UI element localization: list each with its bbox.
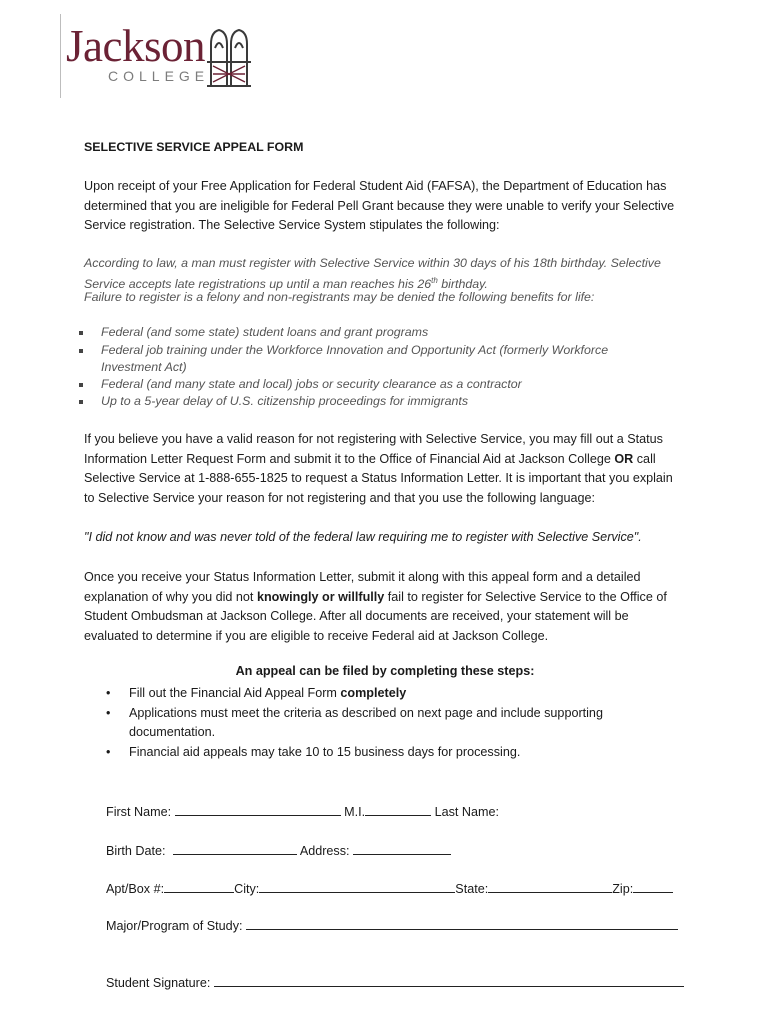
para2-line-1: If you believe you have a valid reason for not registering with Selective Service, you may fill out a Status [84,432,663,446]
last-name-label: Last Name: [434,805,499,819]
address-field[interactable] [353,841,451,855]
bullet-square [79,383,83,387]
address-label: Address: [299,844,350,858]
intro-line-1: Upon receipt of your Free Application for Federal Student Aid (FAFSA), the Department of Education has [84,179,667,193]
law-line-3: Failure to register is a felony and non-registrants may be denied the following benefits for life: [84,290,595,304]
para3-line-3: Student Ombudsman at Jackson College. After all documents are received, your statement will be [84,609,629,623]
city-field[interactable] [259,879,455,893]
major-label: Major/Program of Study: [106,919,243,933]
logo-wordmark: Jackson [66,21,205,71]
intro-line-3: Service registration. The Selective Service System stipulates the following: [84,218,500,232]
para3-line-1: Once you receive your Status Information Letter, submit it along with this appeal form and a detailed [84,570,641,584]
step-bullet: • [106,706,111,720]
logo-subtitle: COLLEGE [108,68,210,84]
step-bullet: • [106,745,111,759]
steps-heading: An appeal can be filed by completing these steps: [235,664,535,678]
signature-label: Student Signature: [106,976,211,990]
para3-line-4: evaluated to determine if you are eligible to receive Federal aid at Jackson College. [84,629,549,643]
apt-field[interactable] [164,879,234,893]
benefit-item-3: Federal (and many state and local) jobs or security clearance as a contractor [101,377,522,391]
zip-label: Zip: [612,882,634,896]
mi-field[interactable] [365,802,431,816]
intro-line-2: determined that you are ineligible for Federal Pell Grant because they were unable to verify your Selective [84,199,675,213]
law-line-2: Service accepts late registrations up until a man reaches his 26th birthday. [84,276,488,292]
form-title: SELECTIVE SERVICE APPEAL FORM [84,140,304,154]
college-tower-icon [205,26,253,88]
step-2: Applications must meet the criteria as described on next page and include supporting [129,706,603,720]
para2-line-3: Selective Service at 1-888-655-1825 to request a Status Information Letter. It is important that you explain [84,471,673,485]
birth-address-row [106,841,451,859]
bullet-square [79,400,83,404]
benefit-item-4: Up to a 5-year delay of U.S. citizenship proceedings for immigrants [101,394,469,408]
zip-field[interactable] [633,879,673,893]
city-label: City: [234,882,260,896]
para2-line-4: to Selective Service your reason for not registering and that you use the following language: [84,491,596,505]
state-label: State: [455,882,489,896]
benefit-item-1: Federal (and some state) student loans and grant programs [101,325,429,339]
step-bullet: • [106,686,111,700]
mi-label: M.I. [344,805,366,819]
law-line-1: According to law, a man must register with Selective Service within 30 days of his 18th birthday. Selective [84,256,661,270]
name-row [106,802,499,820]
step-3: Financial aid appeals may take 10 to 15 business days for processing. [129,745,521,759]
signature-field[interactable] [214,973,684,987]
required-statement: "I did not know and was never told of the federal law requiring me to register with Selective Service". [84,530,642,544]
bullet-square [79,331,83,335]
apt-label: Apt/Box #: [106,882,165,896]
benefit-item-2-cont: Investment Act) [101,360,187,374]
major-row [106,916,678,934]
para2-line-2: Information Letter Request Form and submit it to the Office of Financial Aid at Jackson College OR call [84,452,656,466]
location-row [106,879,673,897]
major-field[interactable] [246,916,678,930]
logo-divider [60,14,61,98]
signature-row [106,973,684,991]
birth-date-field[interactable] [173,841,297,855]
benefit-item-2: Federal job training under the Workforce Innovation and Opportunity Act (formerly Workforce [101,343,609,357]
para3-line-2: explanation of why you did not knowingly or willfully fail to register for Selective Service to the Office of [84,590,667,604]
bullet-square [79,349,83,353]
first-name-label: First Name: [106,805,172,819]
birth-date-label: Birth Date: [106,844,166,858]
state-field[interactable] [488,879,612,893]
step-2-cont: documentation. [129,725,216,739]
step-1: Fill out the Financial Aid Appeal Form completely [129,686,407,700]
first-name-field[interactable] [175,802,341,816]
